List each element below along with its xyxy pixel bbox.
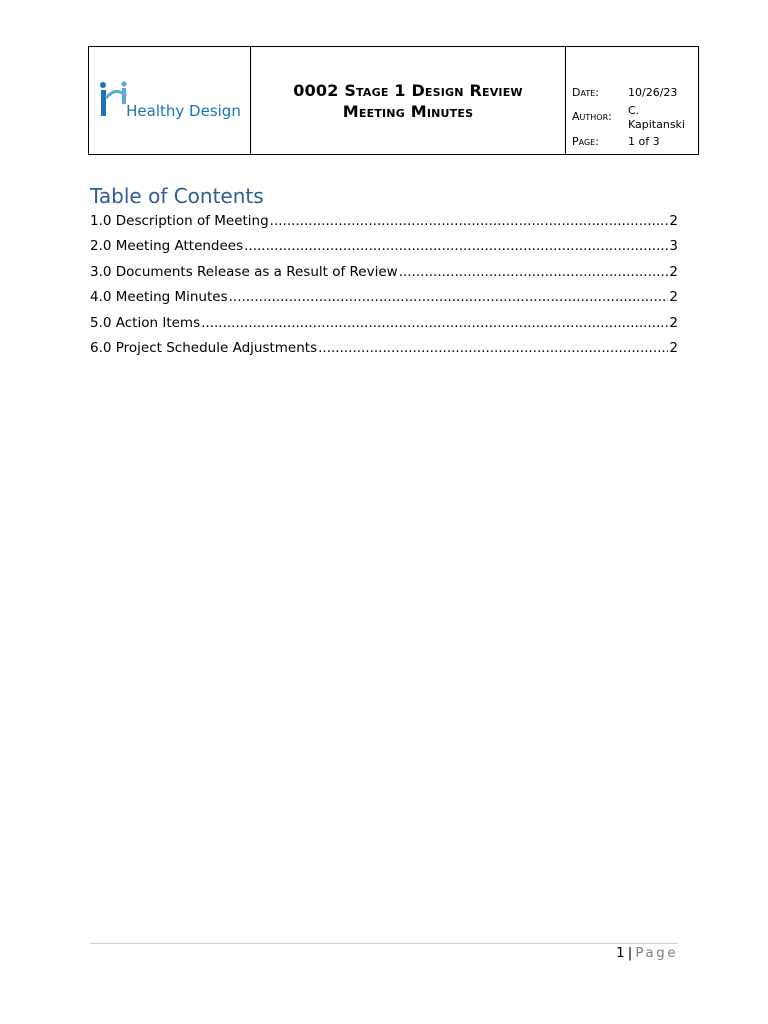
date-label: Date:	[572, 86, 599, 99]
toc-entry-page[interactable]: 3	[669, 238, 678, 255]
date-value: 10/26/23	[628, 86, 678, 99]
metadata-row-date	[566, 86, 698, 99]
toc-heading: Table of Contents	[90, 184, 264, 208]
document-title	[251, 80, 565, 122]
logo-text: Healthy Design	[126, 101, 241, 120]
toc-entry-label[interactable]: 1.0 Description of Meeting	[90, 213, 269, 229]
toc-entry-page[interactable]: 2	[669, 289, 678, 306]
toc-entry-label[interactable]: 6.0 Project Schedule Adjustments	[90, 339, 318, 356]
toc-entry[interactable]	[90, 338, 678, 363]
metadata-table	[566, 53, 698, 148]
document-title-line-2: Meeting Minutes	[342, 101, 474, 121]
toc-entry-page[interactable]: 2	[669, 213, 678, 229]
toc-dot-leader	[229, 287, 669, 307]
metadata-row-page	[566, 135, 698, 148]
document-title-line-1: 0002 Stage 1 Design Review	[293, 80, 523, 100]
toc-entry-label[interactable]: 5.0 Action Items	[90, 314, 201, 331]
toc-entry-page[interactable]: 2	[669, 314, 678, 331]
healthy-design-logo	[89, 47, 250, 154]
toc-entry[interactable]	[90, 313, 678, 338]
toc-entry[interactable]	[90, 211, 678, 236]
toc-list	[90, 211, 678, 363]
toc-dot-leader	[270, 211, 669, 231]
toc-entry[interactable]	[90, 236, 678, 261]
toc-dot-leader	[399, 262, 669, 282]
author-label: Author:	[572, 110, 612, 123]
toc-entry-page[interactable]: 2	[669, 339, 678, 356]
metadata-row-author	[566, 104, 698, 132]
toc-entry[interactable]	[90, 287, 678, 312]
logo-figures-icon	[98, 78, 128, 120]
footer-divider	[90, 943, 678, 944]
toc-dot-leader	[244, 236, 668, 256]
toc-dot-leader	[201, 313, 668, 333]
page-value: 1 of 3	[628, 135, 660, 148]
toc-entry-label[interactable]: 2.0 Meeting Attendees	[90, 238, 244, 255]
toc-dot-leader	[318, 338, 668, 358]
document-header	[88, 46, 699, 155]
toc-entry-label[interactable]: 4.0 Meeting Minutes	[90, 289, 228, 306]
toc-entry-page[interactable]: 2	[669, 263, 678, 280]
page-label: Page:	[572, 135, 599, 148]
author-value: C. Kapitanski	[628, 104, 685, 131]
footer-page-num: 1	[616, 945, 625, 961]
footer-page-number	[616, 945, 678, 961]
logo-cell	[89, 47, 251, 155]
toc-entry-label[interactable]: 3.0 Documents Release as a Result of Review	[90, 263, 398, 280]
footer-separator: |	[627, 945, 633, 961]
footer-page-word: Page	[635, 945, 678, 961]
title-cell	[251, 47, 566, 155]
toc-entry[interactable]	[90, 262, 678, 287]
metadata-cell	[566, 47, 699, 155]
